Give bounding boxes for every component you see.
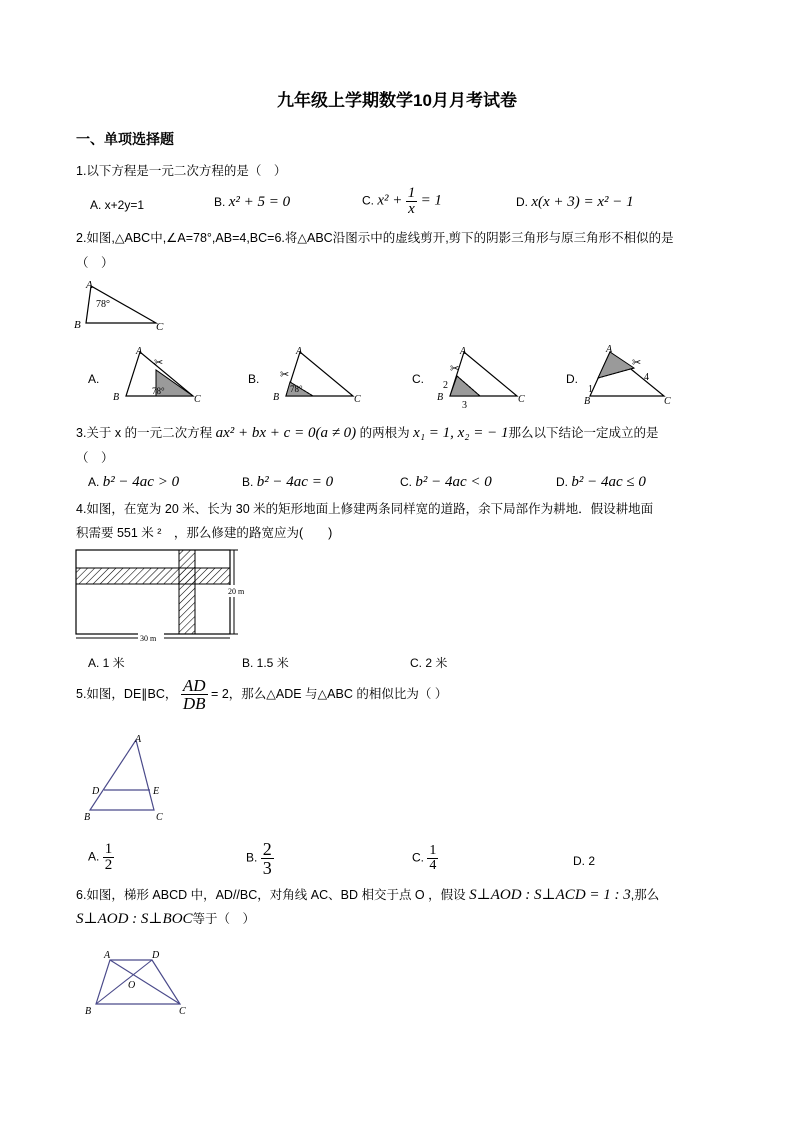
svg-text:C: C (664, 396, 671, 407)
svg-text:A: A (136, 346, 143, 357)
svg-text:O: O (128, 980, 136, 991)
question-2-paren: （ ） (76, 256, 114, 270)
question-3-stem: 3.关于 x 的一元二次方程 ax² + bx + c = 0(a ≠ 0) 的两根为 x₁ = 1, x₂ = − 1那么以下结论一定成立的是 (76, 425, 659, 441)
svg-text:78°: 78° (290, 384, 303, 394)
svg-text:3: 3 (462, 400, 467, 411)
svg-text:30 m: 30 m (140, 634, 157, 643)
q1-option-d: D. x(x + 3) = x² − 1 (516, 194, 634, 210)
q3-option-d: D. b² − 4ac ≤ 0 (556, 474, 646, 490)
q2-figure-c (432, 344, 532, 412)
svg-text:D: D (152, 950, 160, 961)
svg-text:B: B (113, 392, 120, 403)
q5-triangle-figure (80, 730, 180, 828)
svg-text:C: C (156, 812, 163, 823)
q1-option-b: B. x² + 5 = 0 (214, 194, 291, 210)
svg-text:78°: 78° (96, 299, 110, 310)
q2-option-b: B. (248, 372, 260, 386)
svg-text:78°: 78° (152, 386, 165, 396)
svg-text:4: 4 (644, 372, 649, 383)
svg-text:B: B (437, 392, 444, 403)
question-2-stem: 2.如图,△ABC中,∠A=78°,AB=4,BC=6.将△ABC沿图示中的虚线剪开,剪下的阴影三角形与原三角形不相似的是 (76, 231, 674, 245)
svg-text:A: A (460, 346, 467, 357)
question-1-stem: 1.以下方程是一元二次方程的是（ ） (76, 164, 287, 178)
q5-option-a: A. $\frac{1}{2}$ (88, 841, 113, 873)
svg-text:B: B (584, 396, 591, 407)
scissors-icon: ✂ (632, 357, 642, 369)
svg-text:A: A (606, 344, 613, 355)
question-4-stem: 4.如图，在宽为 20 米、长为 30 米的矩形地面上修建两条同样宽的道路，余下局部作为耕地．假设耕地面 (76, 502, 654, 516)
svg-text:20 m: 20 m (228, 587, 245, 596)
svg-text:B: B (85, 1006, 92, 1017)
scissors-icon: ✂ (450, 363, 460, 375)
svg-text:A: A (135, 734, 142, 745)
question-5-stem: 5.如图，DE∥BC， $\frac{AD}{DB}$ = 2，那么△ADE 与△ABC 的相似比为（ ） (76, 676, 448, 714)
label-c: C (156, 321, 164, 333)
q2-option-c: C. (412, 372, 424, 386)
section-heading: 一、单项选择题 (76, 131, 174, 147)
question-3-paren: （ ） (76, 451, 114, 465)
scissors-icon: ✂ (280, 369, 290, 381)
svg-text:C: C (179, 1006, 186, 1017)
q4-field-figure (74, 546, 254, 648)
label-a: A (86, 279, 93, 291)
q4-option-b: B. 1.5 米 (242, 656, 289, 670)
q3-option-c: C. b² − 4ac < 0 (400, 474, 492, 490)
svg-text:C: C (518, 394, 525, 405)
q2-option-d: D. (566, 372, 578, 386)
svg-text:C: C (194, 394, 201, 405)
q6-trapezoid-figure (82, 946, 192, 1022)
q3-option-b: B. b² − 4ac = 0 (242, 474, 334, 490)
svg-text:2: 2 (443, 380, 448, 391)
svg-text:B: B (273, 392, 280, 403)
q5-option-d: D. 2 (573, 854, 596, 868)
q4-option-a: A. 1 米 (88, 656, 125, 670)
q5-option-b: B. $\frac{2}{3}$ (246, 839, 272, 878)
q2-main-figure (70, 276, 180, 336)
svg-text:A: A (104, 950, 111, 961)
q2-figure-a (108, 344, 208, 406)
svg-text:A: A (296, 346, 303, 357)
svg-text:D: D (92, 786, 100, 797)
svg-text:E: E (153, 786, 160, 797)
q2-figure-b (268, 344, 368, 406)
svg-text:C: C (354, 394, 361, 405)
question-4-stem-line2: 积需要 551 米 ² ，那么修建的路宽应为( ) (76, 526, 333, 540)
q2-option-a: A. (88, 372, 100, 386)
svg-text:B: B (84, 812, 91, 823)
q2-figure-d (582, 342, 682, 408)
q4-option-c: C. 2 米 (410, 656, 448, 670)
svg-text:1: 1 (588, 384, 593, 395)
q3-option-a: A. b² − 4ac > 0 (88, 474, 180, 490)
question-6-stem-line2: S⊥AOD : S⊥BOC等于（ ） (76, 911, 256, 927)
q1-option-a: A. x+2y=1 (90, 198, 145, 212)
label-b: B (74, 319, 81, 331)
q1-option-c: C. x² + $\frac{1}{x}$ = 1 (362, 185, 442, 217)
scissors-icon: ✂ (154, 357, 164, 369)
page-title: 九年级上学期数学10月月考试卷 (277, 91, 517, 110)
question-6-stem: 6.如图，梯形 ABCD 中，AD//BC，对角线 AC、BD 相交于点 O ，假设 S⊥AOD : S⊥ACD = 1 : 3,那么 (76, 887, 660, 903)
q5-option-c: C. $\frac{1}{4}$ (412, 843, 437, 873)
